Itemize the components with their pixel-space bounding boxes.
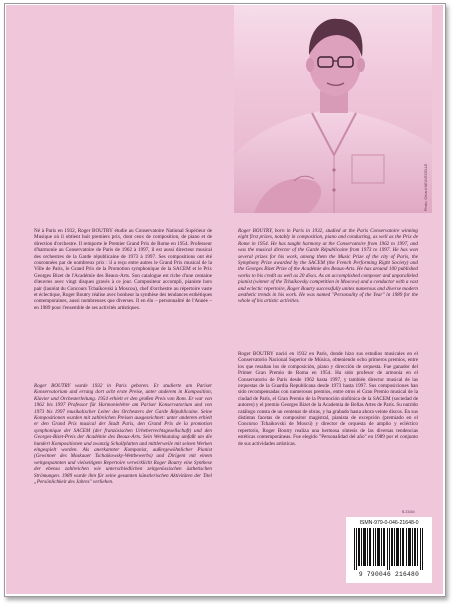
ismn-number: ISMN-979-0-046-21648-0 bbox=[359, 520, 419, 526]
biography-french: Né à Paris en 1932, Roger BOUTRY étudie au Conservatoire National Supérieur de Musique où il obtient huit premiers prix, dont ceux de composition, de piano et de direction d'orchestre. Il remporte le Premier Grand Prix de Rome en 1954. Professeur d'harmonie au Conservatoire de Paris de 1962 à 1997, il est aussi directeur musical des orchestres de la Garde républicaine de 1973 à 1997. Ses compositions ont été couronnées par de nombreux prix : il a reçu entre autres le Grand Prix musical de la Ville de Paris, le Grand Prix de la Promotion symphonique de la SACEM et le Prix Georges Bizet de l'Académie des Beaux-Arts. Son catalogue est riche d'une centaine d'œuvres avec vingt disques gravés à ce jour. Compositeur accompli, pianiste hors pair (lauréat du Concours Tchaïkovski à Moscou), chef d'orchestre au répertoire vaste et éclectique, Roger Boutry réalise avec bonheur la synthèse des tendances esthétiques contemporaines, aussi nombreuses que diverses. Il en élu – personnalité de l'Année – en 1989 pour l'ensemble de ses activités artistiques. bbox=[34, 228, 212, 311]
barcode-label bbox=[346, 517, 432, 583]
photo-credit: Photo: Gérard NEUVECELLE bbox=[424, 163, 428, 211]
biography-spanish: Roger BOUTRY nació en 1932 en París, donde hizo sus estudios musicales en el Conservatorio Nacional Superior de Música, obteniendo ocho primeros premios, entre los que resaltan los de composición, piano y dirección de orquesta. Fue ganador del Primer Gran Premio de Roma en 1954. Ha sido profesor de armonía en el Conservatorio de París desde 1962 hasta 1997, y también director musical de las orquestas de la Guardia Republicana desde 1973 hasta 1997. Sus composiciones han sido recompensadas con numerosos premios, entre otros el Gran Premio musical de la ciudad de París, el Gran Premio de la Promoción sinfónica de la SACEM (sociedad de autores) y el premio Georges Bizet de la Academia de Bellas Artes de París. Su nutrido catálogo consta de un centenar de obras, y ha grabado hasta ahora veinte discos. En sus distintas facetas de compositor magistral, pianista de excepción (premiado en el Concurso Tchaikovski de Moscú) y director de orquesta de amplio y ecléctico repertorio, Roger Boutry realiza una hermosa síntesis de las diversas tendencias estéticas contemporáneas. Fue elegido "Personalidad del año" en 1989 por el conjunto de sus actividades artísticas. bbox=[238, 351, 418, 447]
catalog-reference: B.23404 bbox=[402, 510, 415, 514]
biography-english: Roger BOUTRY, born in Paris in 1932, studied at the Paris Conservatoire winning eight first prizes, notably in composition, piano and conducting, as well as the Prix de Rome in 1954. He has taught harmony at the Conservatoire from 1962 to 1997, and was the musical director of the Garde Républicaine from 1973 to 1997. He has won several prizes for his work, among them the Music Prize of the city of Paris, the Symphony Prize awarded by the SACEM (the French Performing Right Society) and the Georges Bizet Prize of the Académie des Beaux-Arts. He has around 100 published works to his credit as well as 20 discs. As an accomplished composer and unparalleled pianist (winner of the Tchaikovsky competition in Moscow) and a conductor with a vast and eclectic repertoire, Roger Boutry successfully unites numerous and diverse modern aesthetic trends in his work. He was named "Personality of the Year" in 1989 for the whole of his artistic activities. bbox=[238, 228, 418, 305]
composer-portrait bbox=[234, 5, 432, 213]
back-cover bbox=[6, 5, 443, 594]
biography-german: Roger BOUTRY wurde 1932 in Paris geboren. Er studierte am Pariser Konservatorium und errang dort acht erste Preise, unter anderem in Komposition, Klavier und Orchesterleitung. 1954 erhielt er den großen Preis von Rom. Er war von 1962 bis 1997 Professor für Harmonielehre am Pariser Konservatorium und von 1973 bis 1997 musikalischer Leiter des Orchesters der Garde Républicaine. Seine Kompositionen wurden mit zahlreichen Preisen ausgezeichnet: unter anderem erhielt er den Grand Prix musical der Stadt Paris, den Grand Prix de la promotion symphonique der SACEM (der französischen Urheberrechtsgesellschaft) und den Georges-Bizet-Preis der Académie des Beaux-Arts. Sein Werkkatalog umfaßt um die hundert Kompositionen und zwanzig Schallplatten und mittlerweile mit seinen Werken eingespielt worden. Als anerkannter Komponist, außergewöhnlicher Pianist (Gewinner des Moskauer Tschaikowsky-Wettbewerbs) und Dirigent mit einem weitgespannten und vielseitigem Repertoire verwirklicht Roger Boutry eine Synthese der ebenso zahlreichen wie unterschiedlichen zeitgenössischen ästhetischen Strömungen. 1989 wurde ihm für seine gesamten künstlerischen Aktivitäten der Titel „Persönlichkeit des Jahres" verliehen. bbox=[34, 383, 212, 486]
ean-number: 9 790046 216480 bbox=[358, 571, 420, 578]
barcode-icon bbox=[352, 528, 426, 570]
